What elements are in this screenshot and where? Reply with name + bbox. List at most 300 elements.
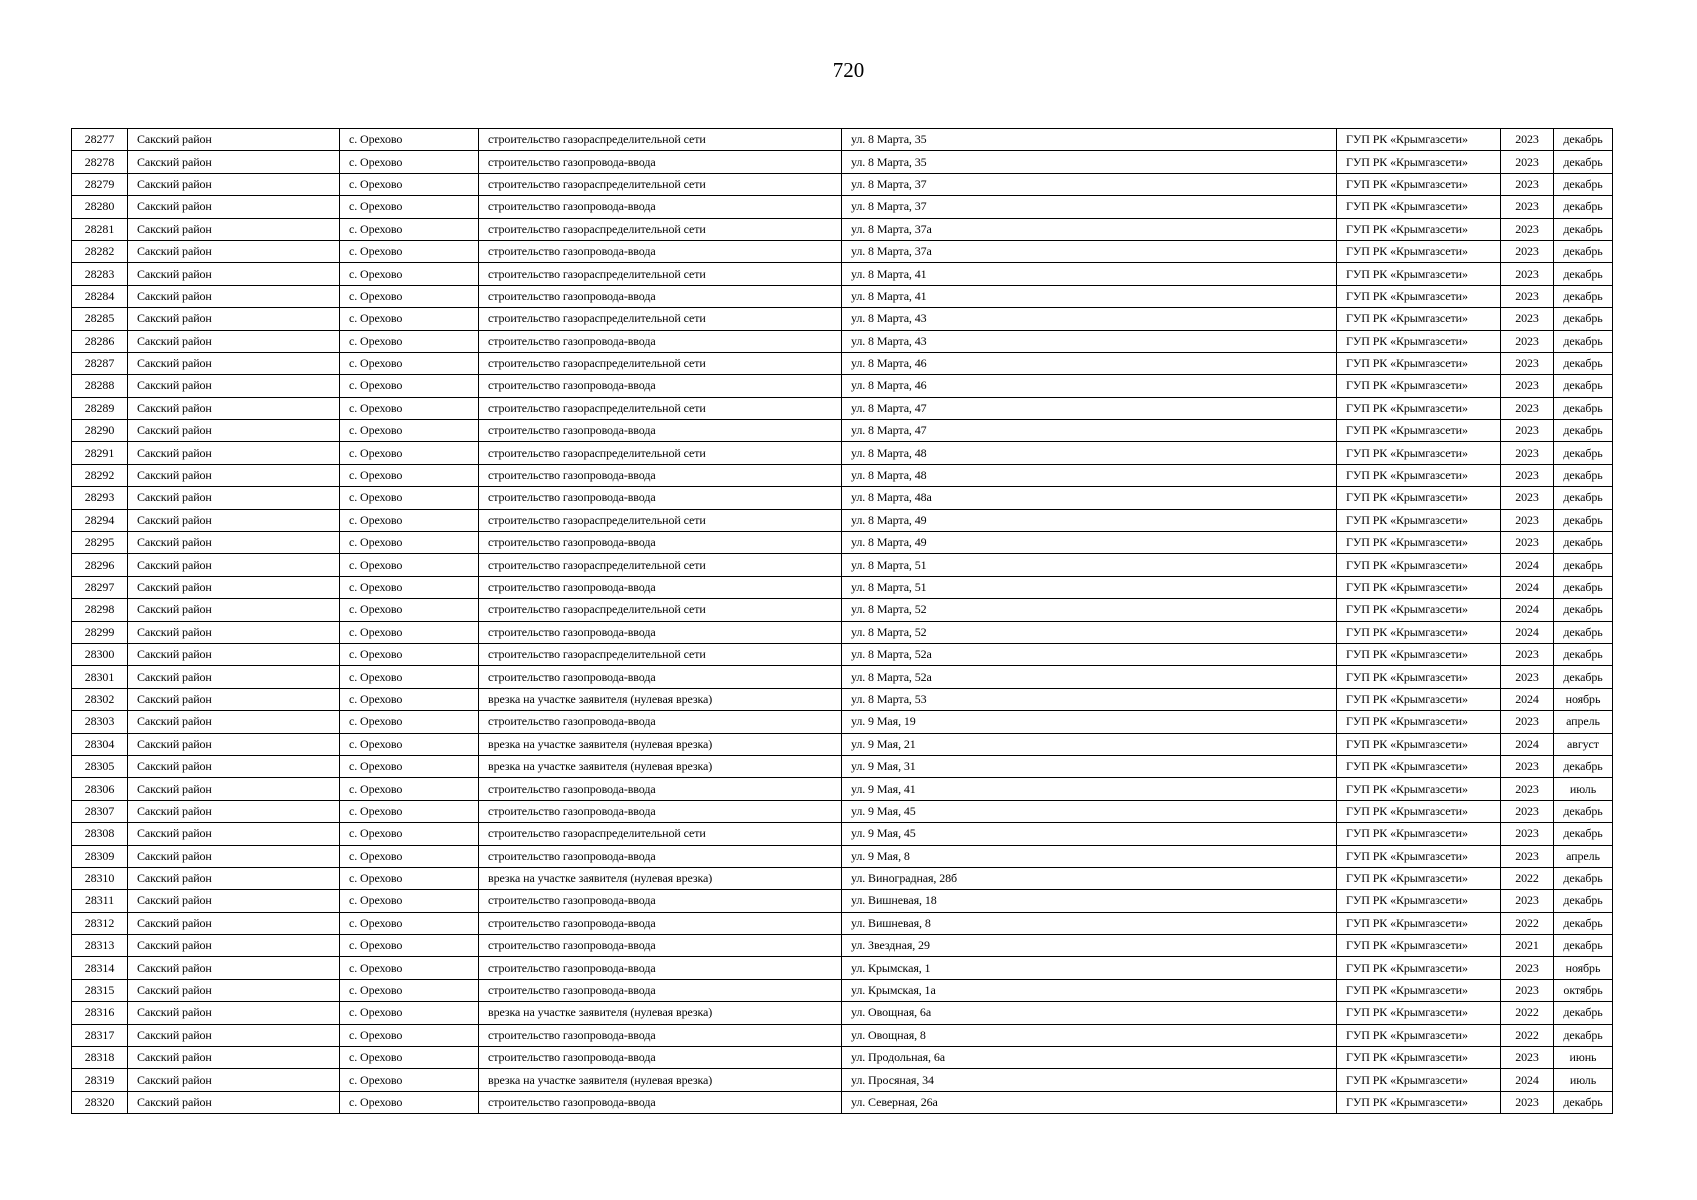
cell-month: декабрь bbox=[1554, 666, 1613, 688]
cell-settlement: с. Орехово bbox=[340, 1024, 479, 1046]
cell-settlement: с. Орехово bbox=[340, 778, 479, 800]
cell-address: ул. 9 Мая, 45 bbox=[842, 823, 1337, 845]
cell-year: 2023 bbox=[1501, 532, 1554, 554]
cell-organization: ГУП РК «Крымгазсети» bbox=[1337, 979, 1501, 1001]
cell-address: ул. 8 Марта, 47 bbox=[842, 397, 1337, 419]
cell-district: Сакский район bbox=[128, 308, 340, 330]
cell-settlement: с. Орехово bbox=[340, 733, 479, 755]
table-row bbox=[72, 957, 1613, 979]
cell-work-type: строительство газопровода-ввода bbox=[479, 666, 842, 688]
cell-settlement: с. Орехово bbox=[340, 173, 479, 195]
cell-year: 2023 bbox=[1501, 755, 1554, 777]
cell-organization: ГУП РК «Крымгазсети» bbox=[1337, 621, 1501, 643]
cell-organization: ГУП РК «Крымгазсети» bbox=[1337, 330, 1501, 352]
cell-address: ул. Северная, 26а bbox=[842, 1091, 1337, 1113]
cell-work-type: строительство газораспределительной сети bbox=[479, 823, 842, 845]
cell-district: Сакский район bbox=[128, 935, 340, 957]
cell-address: ул. 9 Мая, 45 bbox=[842, 800, 1337, 822]
cell-row-number: 28319 bbox=[72, 1069, 128, 1091]
cell-address: ул. 8 Марта, 52 bbox=[842, 621, 1337, 643]
cell-settlement: с. Орехово bbox=[340, 845, 479, 867]
cell-district: Сакский район bbox=[128, 420, 340, 442]
cell-district: Сакский район bbox=[128, 196, 340, 218]
cell-year: 2023 bbox=[1501, 487, 1554, 509]
cell-year: 2023 bbox=[1501, 151, 1554, 173]
cell-address: ул. 8 Марта, 48а bbox=[842, 487, 1337, 509]
table-row bbox=[72, 308, 1613, 330]
cell-organization: ГУП РК «Крымгазсети» bbox=[1337, 173, 1501, 195]
cell-address: ул. 8 Марта, 47 bbox=[842, 420, 1337, 442]
cell-settlement: с. Орехово bbox=[340, 308, 479, 330]
cell-year: 2023 bbox=[1501, 129, 1554, 151]
cell-year: 2023 bbox=[1501, 464, 1554, 486]
cell-district: Сакский район bbox=[128, 487, 340, 509]
cell-year: 2024 bbox=[1501, 599, 1554, 621]
cell-month: декабрь bbox=[1554, 890, 1613, 912]
cell-month: апрель bbox=[1554, 845, 1613, 867]
cell-year: 2023 bbox=[1501, 196, 1554, 218]
cell-work-type: врезка на участке заявителя (нулевая врезка) bbox=[479, 1069, 842, 1091]
table-row bbox=[72, 532, 1613, 554]
cell-row-number: 28290 bbox=[72, 420, 128, 442]
cell-work-type: строительство газопровода-ввода bbox=[479, 778, 842, 800]
cell-settlement: с. Орехово bbox=[340, 823, 479, 845]
cell-organization: ГУП РК «Крымгазсети» bbox=[1337, 576, 1501, 598]
cell-address: ул. 9 Мая, 19 bbox=[842, 711, 1337, 733]
cell-year: 2023 bbox=[1501, 308, 1554, 330]
cell-district: Сакский район bbox=[128, 263, 340, 285]
cell-district: Сакский район bbox=[128, 532, 340, 554]
cell-district: Сакский район bbox=[128, 151, 340, 173]
cell-row-number: 28303 bbox=[72, 711, 128, 733]
cell-row-number: 28307 bbox=[72, 800, 128, 822]
table-row bbox=[72, 711, 1613, 733]
cell-settlement: с. Орехово bbox=[340, 599, 479, 621]
cell-row-number: 28282 bbox=[72, 240, 128, 262]
cell-row-number: 28317 bbox=[72, 1024, 128, 1046]
cell-settlement: с. Орехово bbox=[340, 666, 479, 688]
cell-month: декабрь bbox=[1554, 240, 1613, 262]
cell-settlement: с. Орехово bbox=[340, 196, 479, 218]
cell-year: 2023 bbox=[1501, 509, 1554, 531]
cell-district: Сакский район bbox=[128, 778, 340, 800]
cell-district: Сакский район bbox=[128, 375, 340, 397]
cell-row-number: 28320 bbox=[72, 1091, 128, 1113]
cell-year: 2023 bbox=[1501, 890, 1554, 912]
cell-year: 2024 bbox=[1501, 733, 1554, 755]
cell-month: декабрь bbox=[1554, 554, 1613, 576]
table-row bbox=[72, 666, 1613, 688]
cell-year: 2023 bbox=[1501, 979, 1554, 1001]
cell-row-number: 28298 bbox=[72, 599, 128, 621]
cell-address: ул. Вишневая, 18 bbox=[842, 890, 1337, 912]
cell-organization: ГУП РК «Крымгазсети» bbox=[1337, 375, 1501, 397]
cell-month: декабрь bbox=[1554, 532, 1613, 554]
cell-address: ул. Просяная, 34 bbox=[842, 1069, 1337, 1091]
table-row bbox=[72, 1091, 1613, 1113]
cell-work-type: строительство газопровода-ввода bbox=[479, 240, 842, 262]
cell-work-type: строительство газопровода-ввода bbox=[479, 330, 842, 352]
cell-row-number: 28300 bbox=[72, 643, 128, 665]
cell-work-type: строительство газопровода-ввода bbox=[479, 845, 842, 867]
cell-month: декабрь bbox=[1554, 1091, 1613, 1113]
table-row bbox=[72, 733, 1613, 755]
cell-row-number: 28308 bbox=[72, 823, 128, 845]
cell-district: Сакский район bbox=[128, 979, 340, 1001]
cell-address: ул. 8 Марта, 41 bbox=[842, 263, 1337, 285]
cell-row-number: 28280 bbox=[72, 196, 128, 218]
cell-district: Сакский район bbox=[128, 755, 340, 777]
cell-year: 2022 bbox=[1501, 912, 1554, 934]
cell-address: ул. 9 Мая, 41 bbox=[842, 778, 1337, 800]
cell-organization: ГУП РК «Крымгазсети» bbox=[1337, 532, 1501, 554]
cell-work-type: строительство газораспределительной сети bbox=[479, 263, 842, 285]
cell-organization: ГУП РК «Крымгазсети» bbox=[1337, 957, 1501, 979]
cell-row-number: 28278 bbox=[72, 151, 128, 173]
cell-row-number: 28318 bbox=[72, 1047, 128, 1069]
cell-work-type: строительство газораспределительной сети bbox=[479, 397, 842, 419]
table-row bbox=[72, 755, 1613, 777]
cell-work-type: строительство газопровода-ввода bbox=[479, 935, 842, 957]
cell-work-type: строительство газораспределительной сети bbox=[479, 554, 842, 576]
cell-row-number: 28279 bbox=[72, 173, 128, 195]
cell-organization: ГУП РК «Крымгазсети» bbox=[1337, 1047, 1501, 1069]
table-row bbox=[72, 823, 1613, 845]
cell-row-number: 28305 bbox=[72, 755, 128, 777]
cell-address: ул. 8 Марта, 37 bbox=[842, 173, 1337, 195]
cell-work-type: строительство газопровода-ввода bbox=[479, 890, 842, 912]
cell-work-type: строительство газораспределительной сети bbox=[479, 643, 842, 665]
cell-row-number: 28301 bbox=[72, 666, 128, 688]
cell-settlement: с. Орехово bbox=[340, 1069, 479, 1091]
cell-year: 2023 bbox=[1501, 420, 1554, 442]
cell-organization: ГУП РК «Крымгазсети» bbox=[1337, 1069, 1501, 1091]
cell-year: 2023 bbox=[1501, 397, 1554, 419]
cell-work-type: строительство газопровода-ввода bbox=[479, 800, 842, 822]
table-row bbox=[72, 487, 1613, 509]
cell-year: 2023 bbox=[1501, 1047, 1554, 1069]
table-row bbox=[72, 509, 1613, 531]
cell-year: 2023 bbox=[1501, 218, 1554, 240]
table-row bbox=[72, 397, 1613, 419]
cell-address: ул. Продольная, 6а bbox=[842, 1047, 1337, 1069]
cell-work-type: строительство газопровода-ввода bbox=[479, 1047, 842, 1069]
cell-work-type: строительство газораспределительной сети bbox=[479, 308, 842, 330]
cell-month: ноябрь bbox=[1554, 688, 1613, 710]
cell-organization: ГУП РК «Крымгазсети» bbox=[1337, 1002, 1501, 1024]
cell-work-type: врезка на участке заявителя (нулевая врезка) bbox=[479, 733, 842, 755]
table-row bbox=[72, 196, 1613, 218]
cell-row-number: 28306 bbox=[72, 778, 128, 800]
cell-year: 2023 bbox=[1501, 263, 1554, 285]
cell-month: октябрь bbox=[1554, 979, 1613, 1001]
cell-settlement: с. Орехово bbox=[340, 957, 479, 979]
cell-year: 2022 bbox=[1501, 1002, 1554, 1024]
cell-settlement: с. Орехово bbox=[340, 129, 479, 151]
cell-row-number: 28295 bbox=[72, 532, 128, 554]
cell-organization: ГУП РК «Крымгазсети» bbox=[1337, 464, 1501, 486]
cell-month: июнь bbox=[1554, 1047, 1613, 1069]
cell-address: ул. Крымская, 1а bbox=[842, 979, 1337, 1001]
cell-settlement: с. Орехово bbox=[340, 912, 479, 934]
cell-row-number: 28297 bbox=[72, 576, 128, 598]
cell-year: 2023 bbox=[1501, 778, 1554, 800]
cell-district: Сакский район bbox=[128, 1047, 340, 1069]
cell-year: 2023 bbox=[1501, 442, 1554, 464]
cell-row-number: 28314 bbox=[72, 957, 128, 979]
cell-month: декабрь bbox=[1554, 173, 1613, 195]
table-row bbox=[72, 285, 1613, 307]
cell-organization: ГУП РК «Крымгазсети» bbox=[1337, 935, 1501, 957]
cell-settlement: с. Орехово bbox=[340, 442, 479, 464]
cell-month: декабрь bbox=[1554, 912, 1613, 934]
cell-settlement: с. Орехово bbox=[340, 800, 479, 822]
cell-row-number: 28294 bbox=[72, 509, 128, 531]
table-row bbox=[72, 845, 1613, 867]
table-row bbox=[72, 688, 1613, 710]
table-row bbox=[72, 464, 1613, 486]
cell-settlement: с. Орехово bbox=[340, 576, 479, 598]
cell-year: 2023 bbox=[1501, 352, 1554, 374]
table-row bbox=[72, 912, 1613, 934]
cell-year: 2023 bbox=[1501, 285, 1554, 307]
cell-organization: ГУП РК «Крымгазсети» bbox=[1337, 1091, 1501, 1113]
cell-address: ул. 8 Марта, 52а bbox=[842, 643, 1337, 665]
cell-district: Сакский район bbox=[128, 711, 340, 733]
cell-settlement: с. Орехово bbox=[340, 867, 479, 889]
cell-organization: ГУП РК «Крымгазсети» bbox=[1337, 554, 1501, 576]
cell-settlement: с. Орехово bbox=[340, 1047, 479, 1069]
table-row bbox=[72, 375, 1613, 397]
cell-row-number: 28284 bbox=[72, 285, 128, 307]
cell-row-number: 28302 bbox=[72, 688, 128, 710]
cell-month: июль bbox=[1554, 778, 1613, 800]
cell-work-type: строительство газопровода-ввода bbox=[479, 957, 842, 979]
cell-work-type: строительство газораспределительной сети bbox=[479, 509, 842, 531]
cell-month: декабрь bbox=[1554, 397, 1613, 419]
cell-settlement: с. Орехово bbox=[340, 1002, 479, 1024]
cell-work-type: строительство газопровода-ввода bbox=[479, 1024, 842, 1046]
cell-address: ул. 8 Марта, 48 bbox=[842, 442, 1337, 464]
cell-organization: ГУП РК «Крымгазсети» bbox=[1337, 352, 1501, 374]
cell-district: Сакский район bbox=[128, 1069, 340, 1091]
cell-work-type: строительство газораспределительной сети bbox=[479, 173, 842, 195]
table-row bbox=[72, 643, 1613, 665]
cell-work-type: строительство газопровода-ввода bbox=[479, 151, 842, 173]
cell-organization: ГУП РК «Крымгазсети» bbox=[1337, 487, 1501, 509]
cell-month: декабрь bbox=[1554, 509, 1613, 531]
cell-row-number: 28296 bbox=[72, 554, 128, 576]
cell-work-type: строительство газопровода-ввода bbox=[479, 576, 842, 598]
cell-address: ул. 8 Марта, 49 bbox=[842, 532, 1337, 554]
cell-settlement: с. Орехово bbox=[340, 487, 479, 509]
cell-district: Сакский район bbox=[128, 823, 340, 845]
table-row bbox=[72, 867, 1613, 889]
table-row bbox=[72, 979, 1613, 1001]
cell-work-type: строительство газопровода-ввода bbox=[479, 375, 842, 397]
cell-district: Сакский район bbox=[128, 218, 340, 240]
cell-address: ул. Крымская, 1 bbox=[842, 957, 1337, 979]
cell-work-type: строительство газораспределительной сети bbox=[479, 599, 842, 621]
cell-year: 2023 bbox=[1501, 330, 1554, 352]
cell-organization: ГУП РК «Крымгазсети» bbox=[1337, 308, 1501, 330]
cell-row-number: 28289 bbox=[72, 397, 128, 419]
cell-row-number: 28313 bbox=[72, 935, 128, 957]
cell-work-type: строительство газопровода-ввода bbox=[479, 532, 842, 554]
cell-work-type: врезка на участке заявителя (нулевая врезка) bbox=[479, 867, 842, 889]
table-row bbox=[72, 420, 1613, 442]
cell-address: ул. 8 Марта, 46 bbox=[842, 352, 1337, 374]
table-row bbox=[72, 173, 1613, 195]
cell-settlement: с. Орехово bbox=[340, 643, 479, 665]
cell-row-number: 28287 bbox=[72, 352, 128, 374]
cell-organization: ГУП РК «Крымгазсети» bbox=[1337, 263, 1501, 285]
cell-address: ул. 9 Мая, 31 bbox=[842, 755, 1337, 777]
cell-month: декабрь bbox=[1554, 330, 1613, 352]
cell-year: 2024 bbox=[1501, 1069, 1554, 1091]
cell-district: Сакский район bbox=[128, 1091, 340, 1113]
table-row bbox=[72, 151, 1613, 173]
cell-settlement: с. Орехово bbox=[340, 755, 479, 777]
cell-district: Сакский район bbox=[128, 688, 340, 710]
cell-work-type: строительство газораспределительной сети bbox=[479, 218, 842, 240]
cell-address: ул. 8 Марта, 37а bbox=[842, 218, 1337, 240]
cell-month: ноябрь bbox=[1554, 957, 1613, 979]
cell-year: 2023 bbox=[1501, 957, 1554, 979]
cell-district: Сакский район bbox=[128, 509, 340, 531]
cell-work-type: строительство газопровода-ввода bbox=[479, 196, 842, 218]
cell-organization: ГУП РК «Крымгазсети» bbox=[1337, 129, 1501, 151]
cell-organization: ГУП РК «Крымгазсети» bbox=[1337, 442, 1501, 464]
cell-month: декабрь bbox=[1554, 576, 1613, 598]
cell-row-number: 28285 bbox=[72, 308, 128, 330]
cell-month: декабрь bbox=[1554, 823, 1613, 845]
cell-row-number: 28283 bbox=[72, 263, 128, 285]
cell-organization: ГУП РК «Крымгазсети» bbox=[1337, 823, 1501, 845]
cell-district: Сакский район bbox=[128, 1024, 340, 1046]
cell-month: август bbox=[1554, 733, 1613, 755]
cell-address: ул. 8 Марта, 46 bbox=[842, 375, 1337, 397]
cell-organization: ГУП РК «Крымгазсети» bbox=[1337, 240, 1501, 262]
registry-body bbox=[72, 129, 1613, 1114]
cell-month: декабрь bbox=[1554, 375, 1613, 397]
cell-district: Сакский район bbox=[128, 442, 340, 464]
cell-row-number: 28292 bbox=[72, 464, 128, 486]
cell-address: ул. 8 Марта, 48 bbox=[842, 464, 1337, 486]
cell-district: Сакский район bbox=[128, 890, 340, 912]
table-row bbox=[72, 890, 1613, 912]
cell-address: ул. Овощная, 6а bbox=[842, 1002, 1337, 1024]
cell-month: декабрь bbox=[1554, 755, 1613, 777]
cell-settlement: с. Орехово bbox=[340, 532, 479, 554]
cell-settlement: с. Орехово bbox=[340, 979, 479, 1001]
cell-settlement: с. Орехово bbox=[340, 1091, 479, 1113]
cell-district: Сакский район bbox=[128, 240, 340, 262]
cell-month: декабрь bbox=[1554, 218, 1613, 240]
cell-year: 2024 bbox=[1501, 554, 1554, 576]
cell-row-number: 28277 bbox=[72, 129, 128, 151]
cell-work-type: строительство газопровода-ввода bbox=[479, 285, 842, 307]
cell-settlement: с. Орехово bbox=[340, 285, 479, 307]
cell-row-number: 28288 bbox=[72, 375, 128, 397]
cell-year: 2023 bbox=[1501, 800, 1554, 822]
cell-month: апрель bbox=[1554, 711, 1613, 733]
cell-month: декабрь bbox=[1554, 935, 1613, 957]
cell-work-type: строительство газопровода-ввода bbox=[479, 912, 842, 934]
cell-district: Сакский район bbox=[128, 957, 340, 979]
table-row bbox=[72, 352, 1613, 374]
cell-year: 2022 bbox=[1501, 1024, 1554, 1046]
cell-address: ул. 8 Марта, 43 bbox=[842, 308, 1337, 330]
cell-organization: ГУП РК «Крымгазсети» bbox=[1337, 285, 1501, 307]
cell-settlement: с. Орехово bbox=[340, 420, 479, 442]
cell-address: ул. Вишневая, 8 bbox=[842, 912, 1337, 934]
cell-address: ул. 8 Марта, 49 bbox=[842, 509, 1337, 531]
cell-year: 2024 bbox=[1501, 576, 1554, 598]
cell-district: Сакский район bbox=[128, 643, 340, 665]
cell-address: ул. 8 Марта, 35 bbox=[842, 151, 1337, 173]
cell-address: ул. 9 Мая, 21 bbox=[842, 733, 1337, 755]
cell-address: ул. 8 Марта, 51 bbox=[842, 554, 1337, 576]
cell-district: Сакский район bbox=[128, 576, 340, 598]
cell-row-number: 28311 bbox=[72, 890, 128, 912]
cell-year: 2023 bbox=[1501, 711, 1554, 733]
cell-work-type: врезка на участке заявителя (нулевая врезка) bbox=[479, 755, 842, 777]
cell-work-type: врезка на участке заявителя (нулевая врезка) bbox=[479, 1002, 842, 1024]
cell-work-type: строительство газопровода-ввода bbox=[479, 487, 842, 509]
cell-year: 2023 bbox=[1501, 823, 1554, 845]
cell-row-number: 28309 bbox=[72, 845, 128, 867]
cell-work-type: строительство газопровода-ввода bbox=[479, 979, 842, 1001]
cell-organization: ГУП РК «Крымгазсети» bbox=[1337, 890, 1501, 912]
cell-district: Сакский район bbox=[128, 330, 340, 352]
cell-work-type: строительство газораспределительной сети bbox=[479, 352, 842, 374]
cell-address: ул. Виноградная, 28б bbox=[842, 867, 1337, 889]
table-row bbox=[72, 935, 1613, 957]
cell-month: декабрь bbox=[1554, 285, 1613, 307]
cell-district: Сакский район bbox=[128, 352, 340, 374]
cell-address: ул. 8 Марта, 43 bbox=[842, 330, 1337, 352]
table-row bbox=[72, 800, 1613, 822]
cell-row-number: 28293 bbox=[72, 487, 128, 509]
cell-row-number: 28281 bbox=[72, 218, 128, 240]
table-row bbox=[72, 1047, 1613, 1069]
cell-organization: ГУП РК «Крымгазсети» bbox=[1337, 643, 1501, 665]
cell-address: ул. 8 Марта, 37а bbox=[842, 240, 1337, 262]
cell-district: Сакский район bbox=[128, 173, 340, 195]
cell-settlement: с. Орехово bbox=[340, 151, 479, 173]
cell-district: Сакский район bbox=[128, 867, 340, 889]
cell-settlement: с. Орехово bbox=[340, 509, 479, 531]
cell-organization: ГУП РК «Крымгазсети» bbox=[1337, 151, 1501, 173]
cell-row-number: 28304 bbox=[72, 733, 128, 755]
table-row bbox=[72, 240, 1613, 262]
cell-address: ул. 8 Марта, 53 bbox=[842, 688, 1337, 710]
cell-month: декабрь bbox=[1554, 420, 1613, 442]
table-row bbox=[72, 263, 1613, 285]
cell-settlement: с. Орехово bbox=[340, 554, 479, 576]
cell-organization: ГУП РК «Крымгазсети» bbox=[1337, 599, 1501, 621]
cell-work-type: строительство газопровода-ввода bbox=[479, 621, 842, 643]
cell-work-type: строительство газораспределительной сети bbox=[479, 442, 842, 464]
cell-organization: ГУП РК «Крымгазсети» bbox=[1337, 196, 1501, 218]
table-row bbox=[72, 330, 1613, 352]
cell-month: декабрь bbox=[1554, 464, 1613, 486]
cell-work-type: строительство газопровода-ввода bbox=[479, 420, 842, 442]
table-row bbox=[72, 1024, 1613, 1046]
table-row bbox=[72, 599, 1613, 621]
cell-organization: ГУП РК «Крымгазсети» bbox=[1337, 218, 1501, 240]
